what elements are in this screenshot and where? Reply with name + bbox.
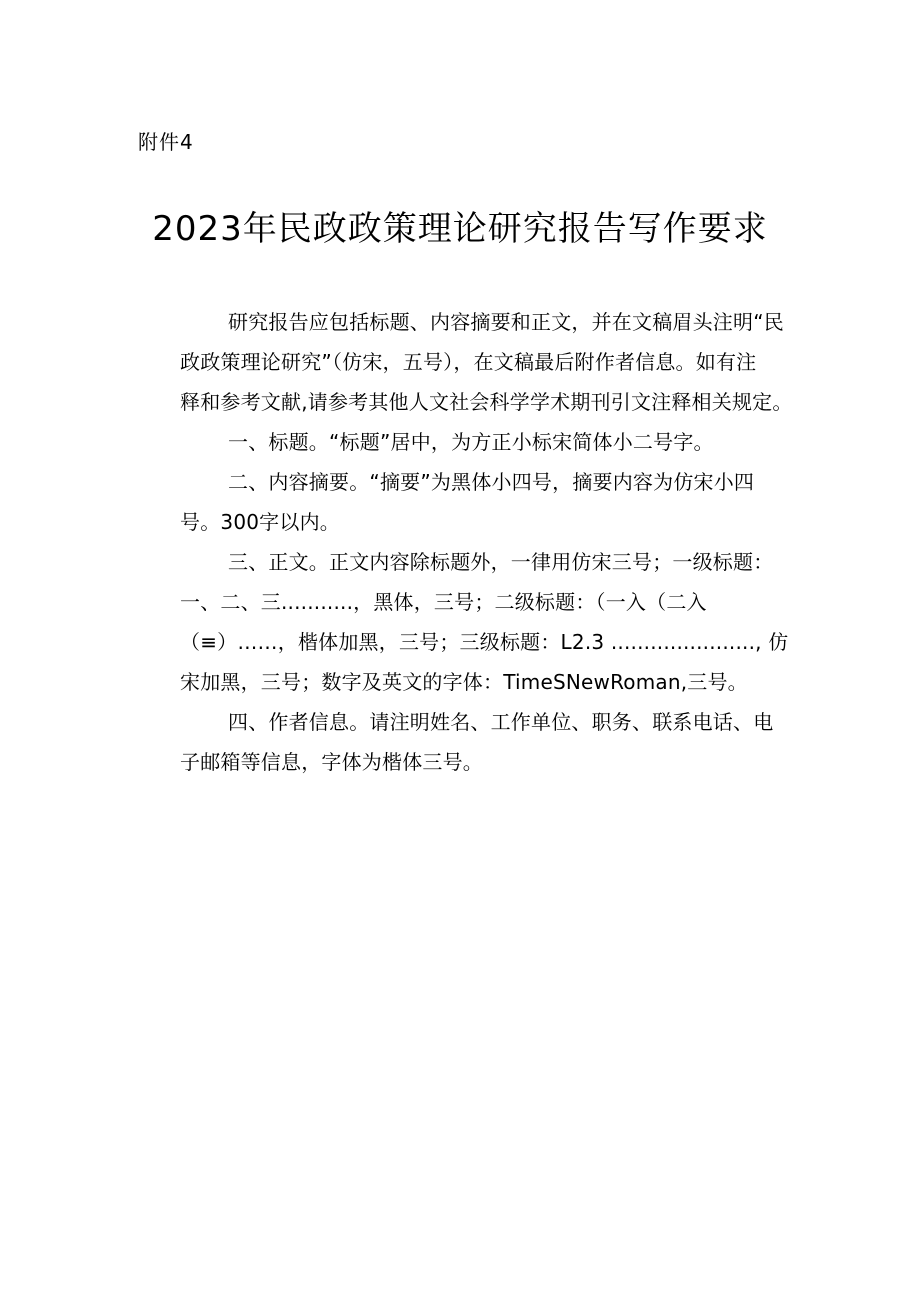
paragraph-line: 宋加黑，三号；数字及英文的字体：TimeSNewRoman,三号。	[180, 670, 748, 694]
attachment-label: 附件4	[138, 130, 194, 154]
paragraph-author-rule	[138, 702, 788, 782]
document-body	[138, 302, 793, 782]
paragraph-line: 研究报告应包括标题、内容摘要和正文，并在文稿眉头注明“民	[228, 310, 784, 334]
paragraph-line: 号。300字以内。	[180, 510, 340, 534]
paragraph-line: （≡）……，楷体加黑，三号；三级标题：L2.3 ......................, 仿	[180, 630, 789, 654]
paragraph-abstract-rule	[138, 462, 788, 542]
paragraph-line: 一、二、三...........，黑体，三号；二级标题：（一入（二入	[180, 590, 707, 614]
paragraph-line: 释和参考文献,请参考其他人文社会科学学术期刊引文注释相关规定。	[180, 390, 793, 414]
paragraph-line: 一、标题。“标题”居中，为方正小标宋简体小二号字。	[228, 430, 714, 454]
paragraph-line: 三、正文。正文内容除标题外，一律用仿宋三号；一级标题：	[228, 550, 774, 574]
paragraph-title-rule	[138, 422, 788, 462]
paragraph-line: 二、内容摘要。“摘要”为黑体小四号，摘要内容为仿宋小四	[228, 470, 755, 494]
document-title: 2023年民政政策理论研究报告写作要求	[152, 209, 768, 249]
paragraph-body-rule	[138, 542, 788, 702]
paragraph-line: 子邮箱等信息，字体为楷体三号。	[180, 750, 483, 774]
paragraph-line: 政政策理论研究”（仿宋，五号），在文稿最后附作者信息。如有注	[180, 350, 757, 374]
paragraph-intro	[138, 302, 793, 422]
paragraph-line: 四、作者信息。请注明姓名、工作单位、职务、联系电话、电	[228, 710, 774, 734]
